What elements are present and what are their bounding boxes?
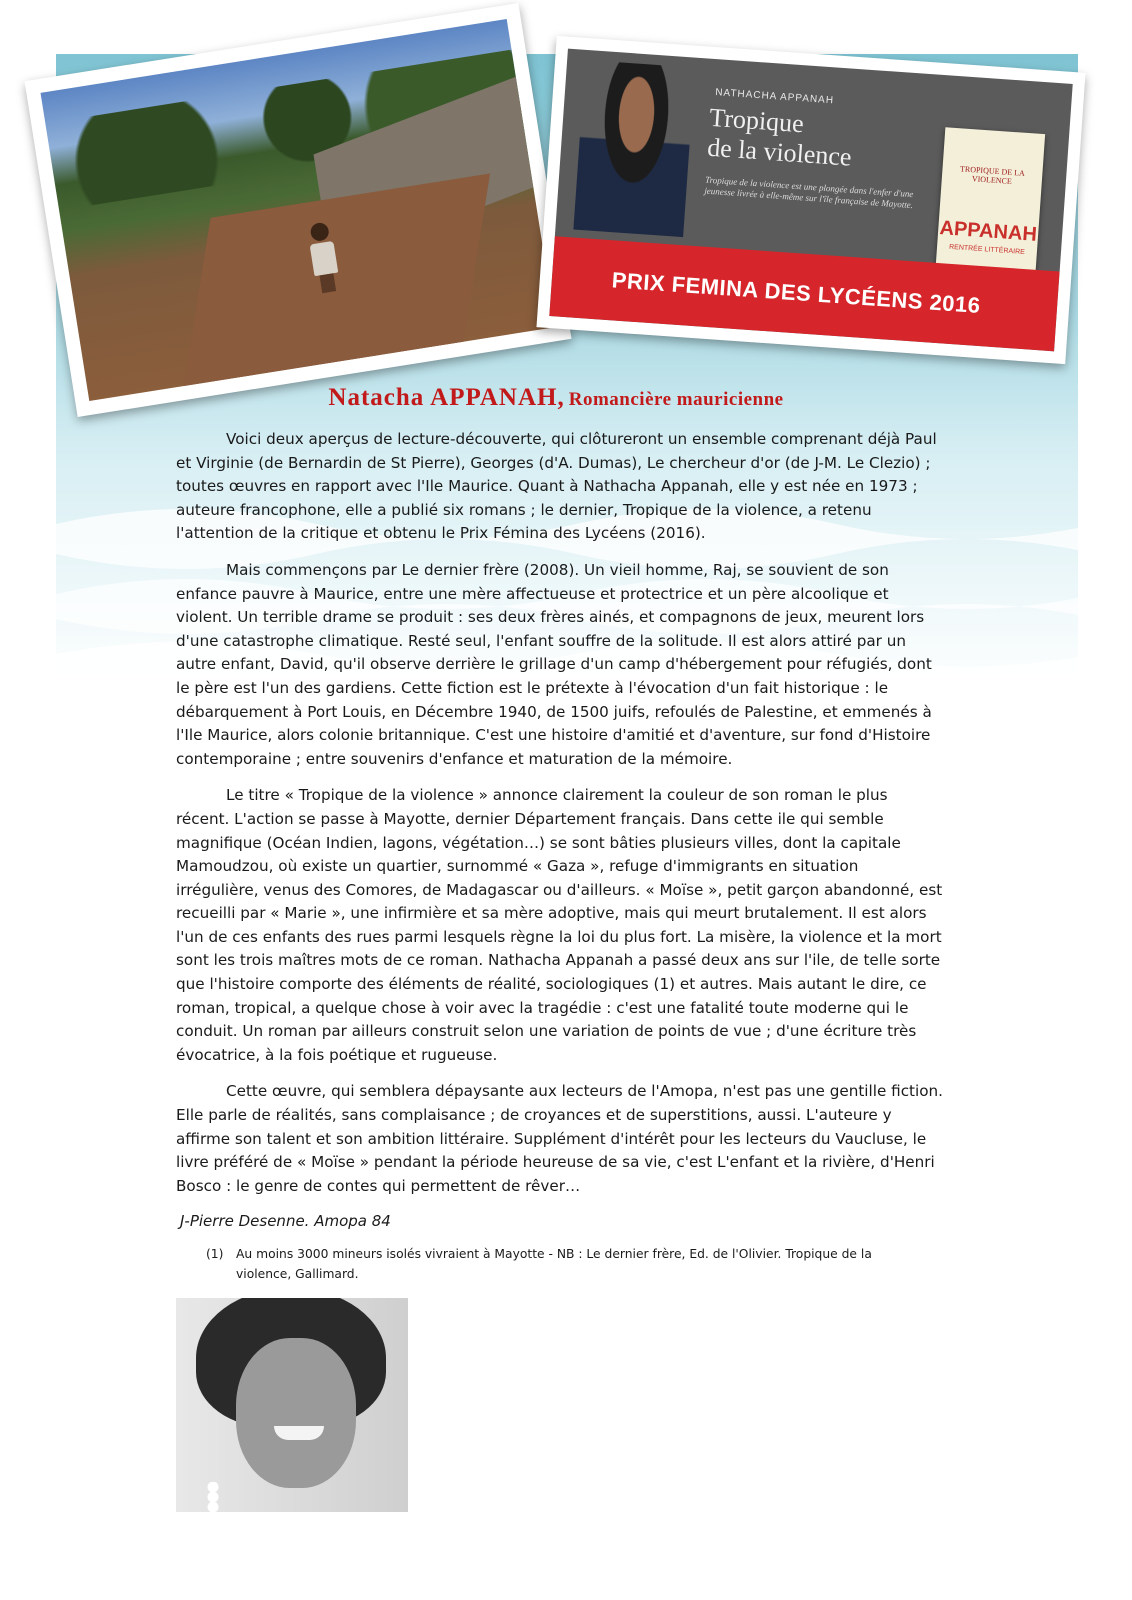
paragraph-4: Cette œuvre, qui semblera dépaysante aux lecteurs de l'Amopa, n'est pas une gentille fiction. Elle parle de réalités, sans complaisance ; de croyances et de superstitions, aussi. L'auteure y affirme son talent et son ambition littéraire. Supplément d'intérêt pour les lecteurs du Vaucluse, le livre préféré de « Moïse » pendant la période heureuse de sa vie, c'est L'enfant et la rivière, d'Henri Bosco : le genre de contes qui permettent de rêver… [176,1082,943,1195]
paragraph-2: Mais commençons par Le dernier frère (2008). Un vieil homme, Raj, se souvient de son enfance pauvre à Maurice, entre une mère affectueuse et protectrice et un père alcoolique et violent. Un terrible drame se produit : ses deux frères ainés, et compagnons de jeux, meurent lors d'une catastrophe climatique. Resté seul, l'enfant souffre de la solitude. Il est alors attiré par un autre enfant, David, qu'il observe derrière le grillage d'un camp d'hébergement pour réfugiés, dont le père est l'un des gardiens. Cette fiction est le prétexte à l'évocation d'un fait historique : le débarquement à Port Louis, en Décembre 1940, de 1500 juifs, refoulés de Palestine, et emmenés à l'Ile Maurice, alors colonie britannique. C'est une histoire d'amitié et d'aventure, sur fond d'Histoire contemporaine ; entre souvenirs d'enfance et maturation de la mémoire. [176,560,932,768]
street-scene-image [41,19,556,401]
book-cover-author: APPANAH [938,217,1038,246]
promo-title-line2: de la violence [706,132,853,172]
author-photo [176,1298,408,1512]
prize-banner: PRIX FEMINA DES LYCÉENS 2016 [549,236,1059,351]
paragraph-1: Voici deux aperçus de lecture-découverte, qui clôtureront un ensemble comprenant déjà Paul et Virginie (de Bernardin de St Pierre), Georges (d'A. Dumas), Le chercheur d'or (de J-M. Le Clezio) ; toutes œuvres en rapport avec l'Ile Maurice. Quant à Nathacha Appanah, elle y est née en 1973 ; auteure francophone, elle a publié six romans ; le dernier, Tropique de la violence, a retenu l'attention de la critique et obtenu le Prix Fémina des Lycéens (2016). [176,430,937,543]
footnote-text: Au moins 3000 mineurs isolés vivraient à Mayotte - NB : Le dernier frère, Ed. de l'Olivier. Tropique de la violence, Gallimard. [236,1247,872,1281]
footnote [206,1244,906,1284]
article-body [176,428,944,1211]
book-promo-image [536,36,1085,364]
book-cover [935,127,1045,284]
book-cover-title: TROPIQUE DE LA VIOLENCE [959,164,1026,186]
heading-subtitle: Romancière mauricienne [568,389,784,410]
article-heading [176,384,936,412]
promo-blurb: Tropique de la violence est une plongée dans l'enfer d'une jeunesse livrée à elle-même sur l'île française de Mayotte. [704,174,914,211]
promo-title-line1: Tropique [708,102,805,139]
footnote-number: (1) [206,1247,224,1261]
promo-author: NATHACHA APPANAH [714,87,835,107]
signature: J-Pierre Desenne. Amopa 84 [180,1212,391,1230]
book-cover-tag: RENTRÉE LITTÉRAIRE [948,243,1026,257]
paragraph-3: Le titre « Tropique de la violence » annonce clairement la couleur de son roman le plus récent. L'action se passe à Mayotte, dernier Département français. Dans cette ile qui semble magnifique (Océan Indien, lagons, végétation…) se sont bâties plusieurs villes, dont la capitale Mamoudzou, où existe un quartier, surnommé « Gaza », refuge d'immigrants en situation irrégulière, venus des Comores, de Madagascar ou d'ailleurs. « Moïse », petit garçon abandonné, est recueilli par « Marie », une infirmière et sa mère adoptive, mais qui meurt brutalement. Il est alors l'un de ces enfants des rues parmi lesquels règne la loi du plus fort. La misère, la violence et la mort sont les trois maîtres mots de ce roman. Nathacha Appanah a passé deux ans sur l'ile, de telle sorte que l'histoire comporte des éléments de réalité, sociologiques (1) et autres. Mais autant le dire, ce roman, tropical, a quelque chose à voir avec la tragédie : c'est une fatalité toute moderne qui le conduit. Un roman par ailleurs construit selon une variation de points de vue ; d'une écriture très évocatrice, à la fois poétique et rugueuse. [176,786,943,1064]
promo-panel [549,49,1072,352]
heading-name: Natacha APPANAH, [328,384,565,411]
author-portrait [573,60,695,237]
promo-title [706,103,854,173]
